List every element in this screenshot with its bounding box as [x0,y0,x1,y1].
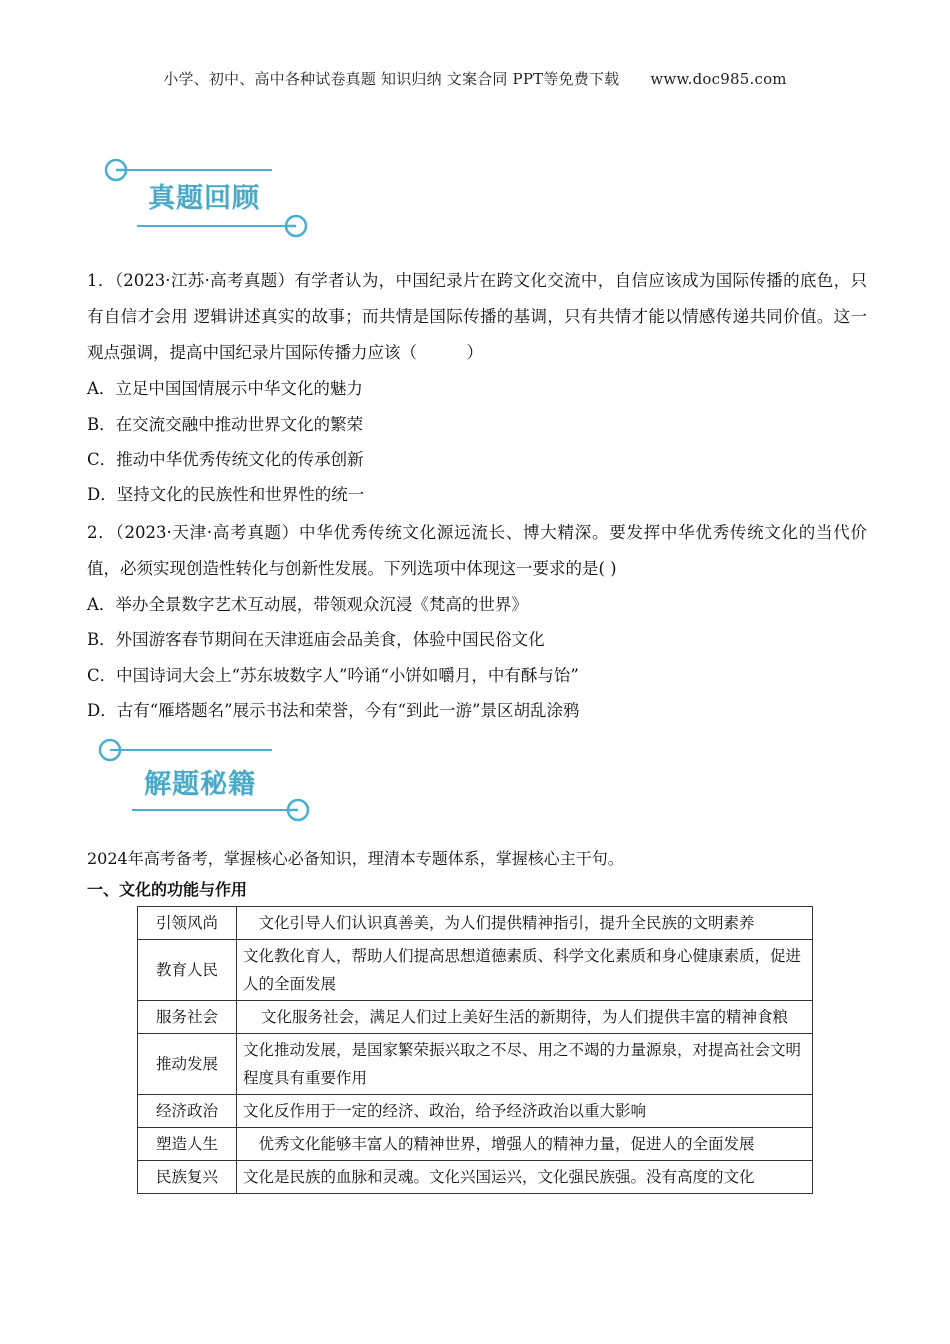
table-row [138,1161,813,1194]
header-url[interactable]: www.doc985.com [650,70,787,88]
row-key: 塑造人生 [138,1128,237,1161]
secrets-banner [92,730,322,820]
question-1-option-c[interactable]: C．推动中华优秀传统文化的传承创新 [87,450,364,469]
page-header [0,68,950,89]
question-1 [87,263,867,371]
table-row [138,940,813,1001]
row-key: 教育人民 [138,940,237,1001]
row-key: 民族复兴 [138,1161,237,1194]
question-2-option-b[interactable]: B．外国游客春节期间在天津逛庙会品美食，体验中国民俗文化 [87,630,545,649]
header-text: 小学、初中、高中各种试卷真题 知识归纳 文案合同 PPT等免费下载 [163,70,620,88]
row-content: 文化推动发展，是国家繁荣振兴取之不尽、用之不竭的力量源泉，对提高社会文明程度具有重要作用 [237,1034,813,1095]
row-key: 经济政治 [138,1095,237,1128]
culture-function-table [137,906,813,1194]
question-1-option-a[interactable]: A．立足中国国情展示中华文化的魅力 [87,379,363,398]
row-content: 文化服务社会，满足人们过上美好生活的新期待，为人们提供丰富的精神食粮 [237,1001,813,1034]
row-content: 文化教化育人，帮助人们提高思想道德素质、科学文化素质和身心健康素质，促进人的全面发展 [237,940,813,1001]
question-2-option-d[interactable]: D．古有“雁塔题名”展示书法和荣誉，今有“到此一游”景区胡乱涂鸦 [87,701,580,720]
table-row [138,907,813,940]
question-2-option-c[interactable]: C．中国诗词大会上“苏东坡数字人”吟诵“小饼如嚼月，中有酥与饴” [87,666,579,685]
review-banner [92,150,322,240]
row-content: 文化引导人们认识真善美，为人们提供精神指引，提升全民族的文明素养 [237,907,813,940]
table-row [138,1095,813,1128]
row-content: 优秀文化能够丰富人的精神世界，增强人的精神力量，促进人的全面发展 [237,1128,813,1161]
review-banner-title: 真题回顾 [148,183,260,214]
row-key: 推动发展 [138,1034,237,1095]
row-key: 引领风尚 [138,907,237,940]
row-content: 文化反作用于一定的经济、政治，给予经济政治以重大影响 [237,1095,813,1128]
row-content: 文化是民族的血脉和灵魂。文化兴国运兴，文化强民族强。没有高度的文化 [237,1161,813,1194]
question-1-stem: 1．（2023·江苏·高考真题）有学者认为，中国纪录片在跨文化交流中，自信应该成为国际传播的底色，只有自信才会用 逻辑讲述真实的故事；而共情是国际传播的基调，只有共情才能以情感传递共同价值。这一观点强调，提高中国纪录片国际传播力应该（ ） [87,271,867,362]
table-row [138,1128,813,1161]
secrets-banner-title: 解题秘籍 [144,769,256,800]
question-1-option-d[interactable]: D．坚持文化的民族性和世界性的统一 [87,485,365,504]
question-2-stem: 2．（2023·天津·高考真题）中华优秀传统文化源远流长、博大精深。要发挥中华优秀传统文化的当代价值，必须实现创造性转化与创新性发展。下列选项中体现这一要求的是( ) [87,523,867,578]
section-title: 一、文化的功能与作用 [87,880,248,899]
question-2 [87,515,867,587]
question-2-option-a[interactable]: A．举办全景数字艺术互动展，带领观众沉浸《梵高的世界》 [87,595,528,614]
table-row [138,1001,813,1034]
table-row [138,1034,813,1095]
intro-text: 2024年高考备考，掌握核心必备知识，理清本专题体系，掌握核心主干句。 [87,849,624,868]
row-key: 服务社会 [138,1001,237,1034]
question-1-option-b[interactable]: B．在交流交融中推动世界文化的繁荣 [87,415,364,434]
